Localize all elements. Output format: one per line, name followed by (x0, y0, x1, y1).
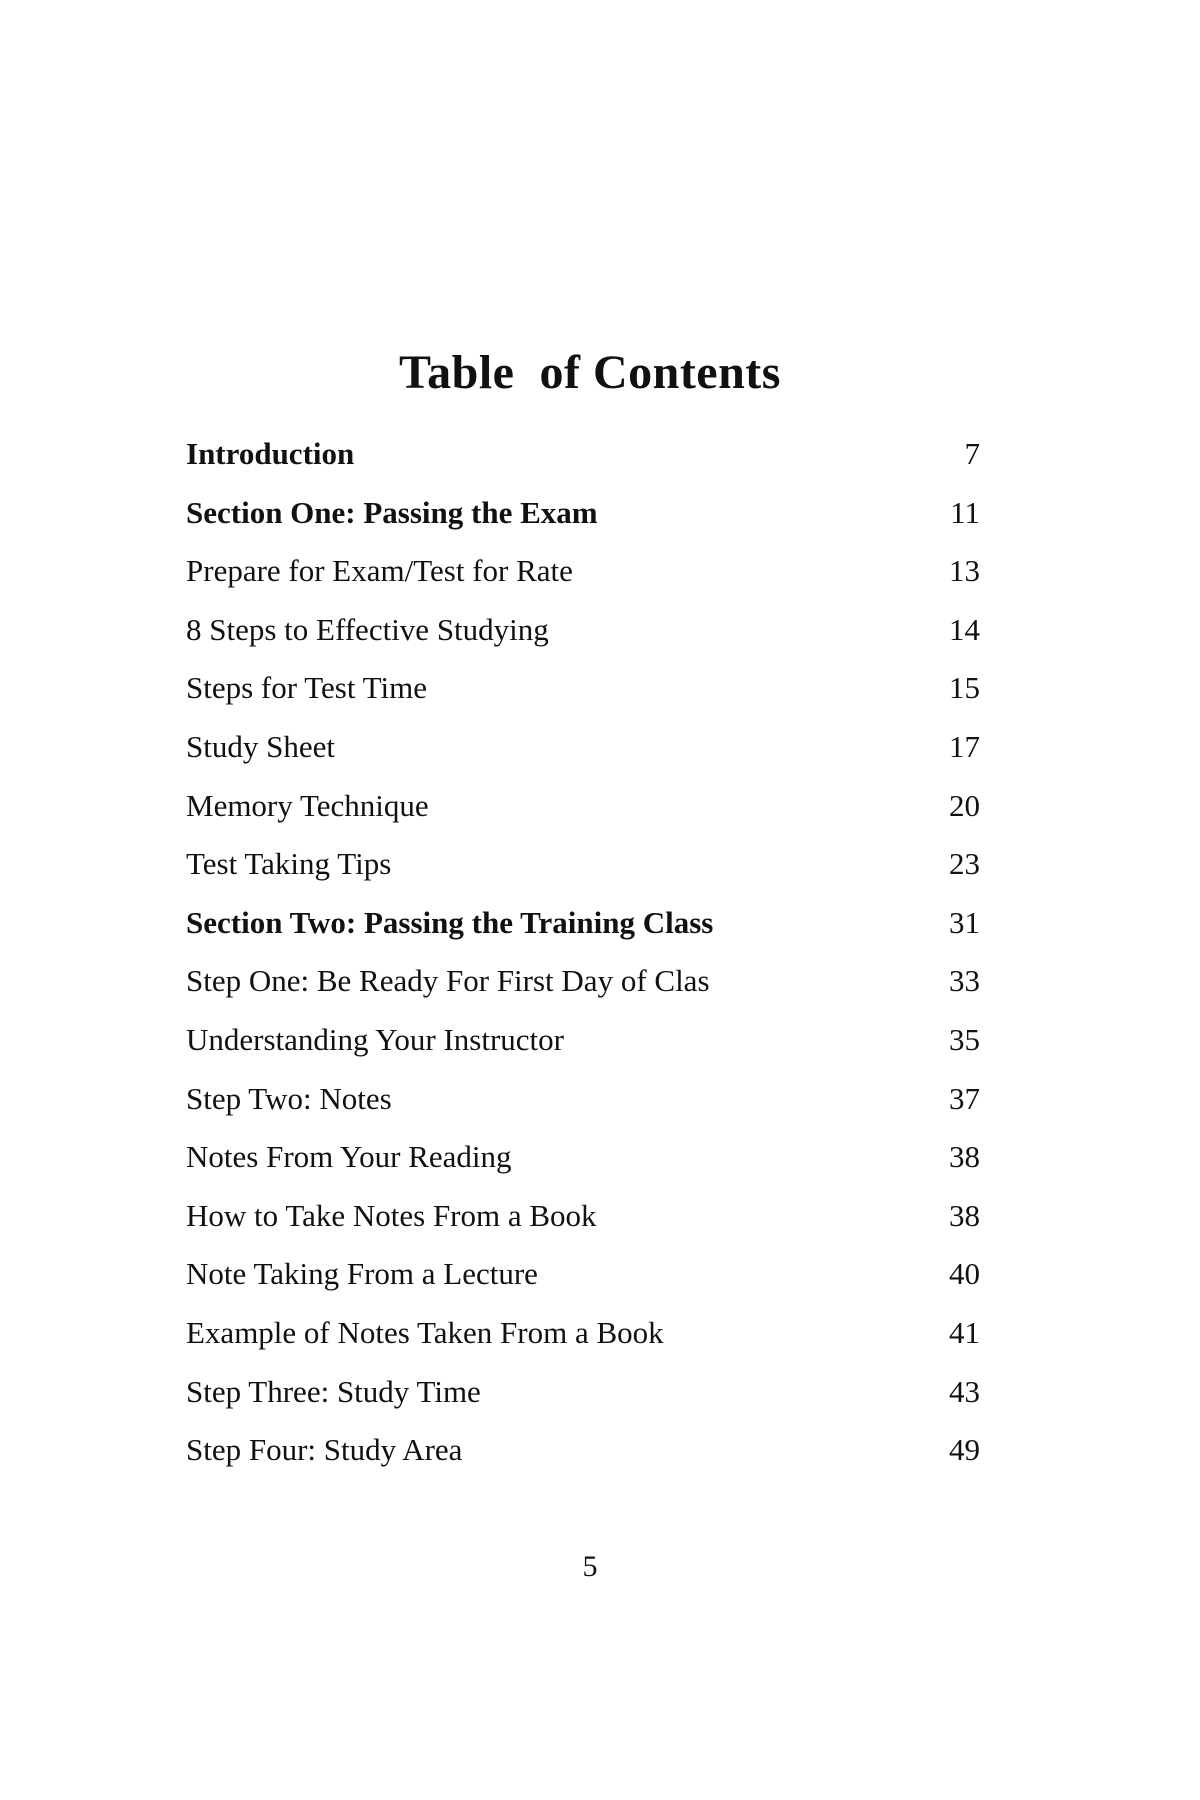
toc-entry-title: 8 Steps to Effective Studying (186, 611, 549, 647)
toc-entry-title: Step One: Be Ready For First Day of Clas (186, 963, 710, 999)
toc-entry (186, 777, 980, 836)
toc-entry-page-number: 37 (949, 1080, 980, 1116)
toc-entry-page-number: 20 (949, 787, 980, 823)
toc-entry-page-number: 40 (949, 1256, 980, 1292)
toc-entry (186, 1245, 980, 1304)
toc-entry-title: Understanding Your Instructor (186, 1021, 564, 1057)
toc-entry-page-number: 38 (949, 1139, 980, 1175)
toc-entry-title: Step Four: Study Area (186, 1432, 463, 1468)
toc-entry-title: Memory Technique (186, 787, 429, 823)
page-number: 5 (582, 1550, 598, 1583)
toc-entry (186, 1363, 980, 1422)
toc-entry-title: Study Sheet (186, 728, 335, 764)
toc-entry-title: Note Taking From a Lecture (186, 1256, 538, 1292)
toc-entry-page-number: 7 (964, 436, 980, 471)
toc-entry-page-number: 31 (949, 904, 980, 940)
toc-entry (186, 835, 980, 894)
toc-entry-title: Section One: Passing the Exam (186, 494, 598, 530)
table-of-contents (186, 425, 980, 1480)
toc-entry-page-number: 33 (949, 963, 980, 999)
toc-entry (186, 1070, 980, 1129)
toc-entry-page-number: 15 (949, 670, 980, 706)
toc-entry (186, 952, 980, 1011)
toc-entry-page-number: 23 (949, 846, 980, 882)
toc-entry-title: Test Taking Tips (186, 846, 392, 882)
toc-entry (186, 1421, 980, 1480)
toc-entry (186, 1187, 980, 1246)
toc-entry-page-number: 49 (949, 1432, 980, 1468)
toc-entry (186, 894, 980, 953)
toc-entry-page-number: 11 (950, 494, 980, 530)
toc-entry-page-number: 13 (949, 553, 980, 589)
toc-entry-title: Steps for Test Time (186, 670, 427, 706)
toc-entry-title: Step Two: Notes (186, 1080, 392, 1116)
toc-entry (186, 1128, 980, 1187)
toc-entry-page-number: 38 (949, 1197, 980, 1233)
toc-entry (186, 601, 980, 660)
toc-entry-page-number: 35 (949, 1021, 980, 1057)
toc-entry-page-number: 41 (949, 1314, 980, 1350)
toc-entry-page-number: 14 (949, 611, 980, 647)
toc-entry-title: How to Take Notes From a Book (186, 1197, 597, 1233)
toc-entry (186, 718, 980, 777)
toc-entry-page-number: 43 (949, 1373, 980, 1409)
page-title: Table of Contents (399, 346, 781, 399)
toc-entry-title: Prepare for Exam/Test for Rate (186, 553, 573, 589)
toc-entry-title: Step Three: Study Time (186, 1373, 481, 1409)
toc-entry-page-number: 17 (949, 728, 980, 764)
toc-entry-title: Introduction (186, 436, 355, 471)
toc-entry-title: Notes From Your Reading (186, 1139, 512, 1175)
toc-entry-title: Section Two: Passing the Training Class (186, 904, 714, 940)
toc-entry (186, 1304, 980, 1363)
toc-entry (186, 1011, 980, 1070)
toc-entry-title: Example of Notes Taken From a Book (186, 1314, 664, 1350)
toc-entry (186, 542, 980, 601)
toc-entry (186, 425, 980, 484)
toc-entry (186, 484, 980, 543)
toc-entry (186, 659, 980, 718)
